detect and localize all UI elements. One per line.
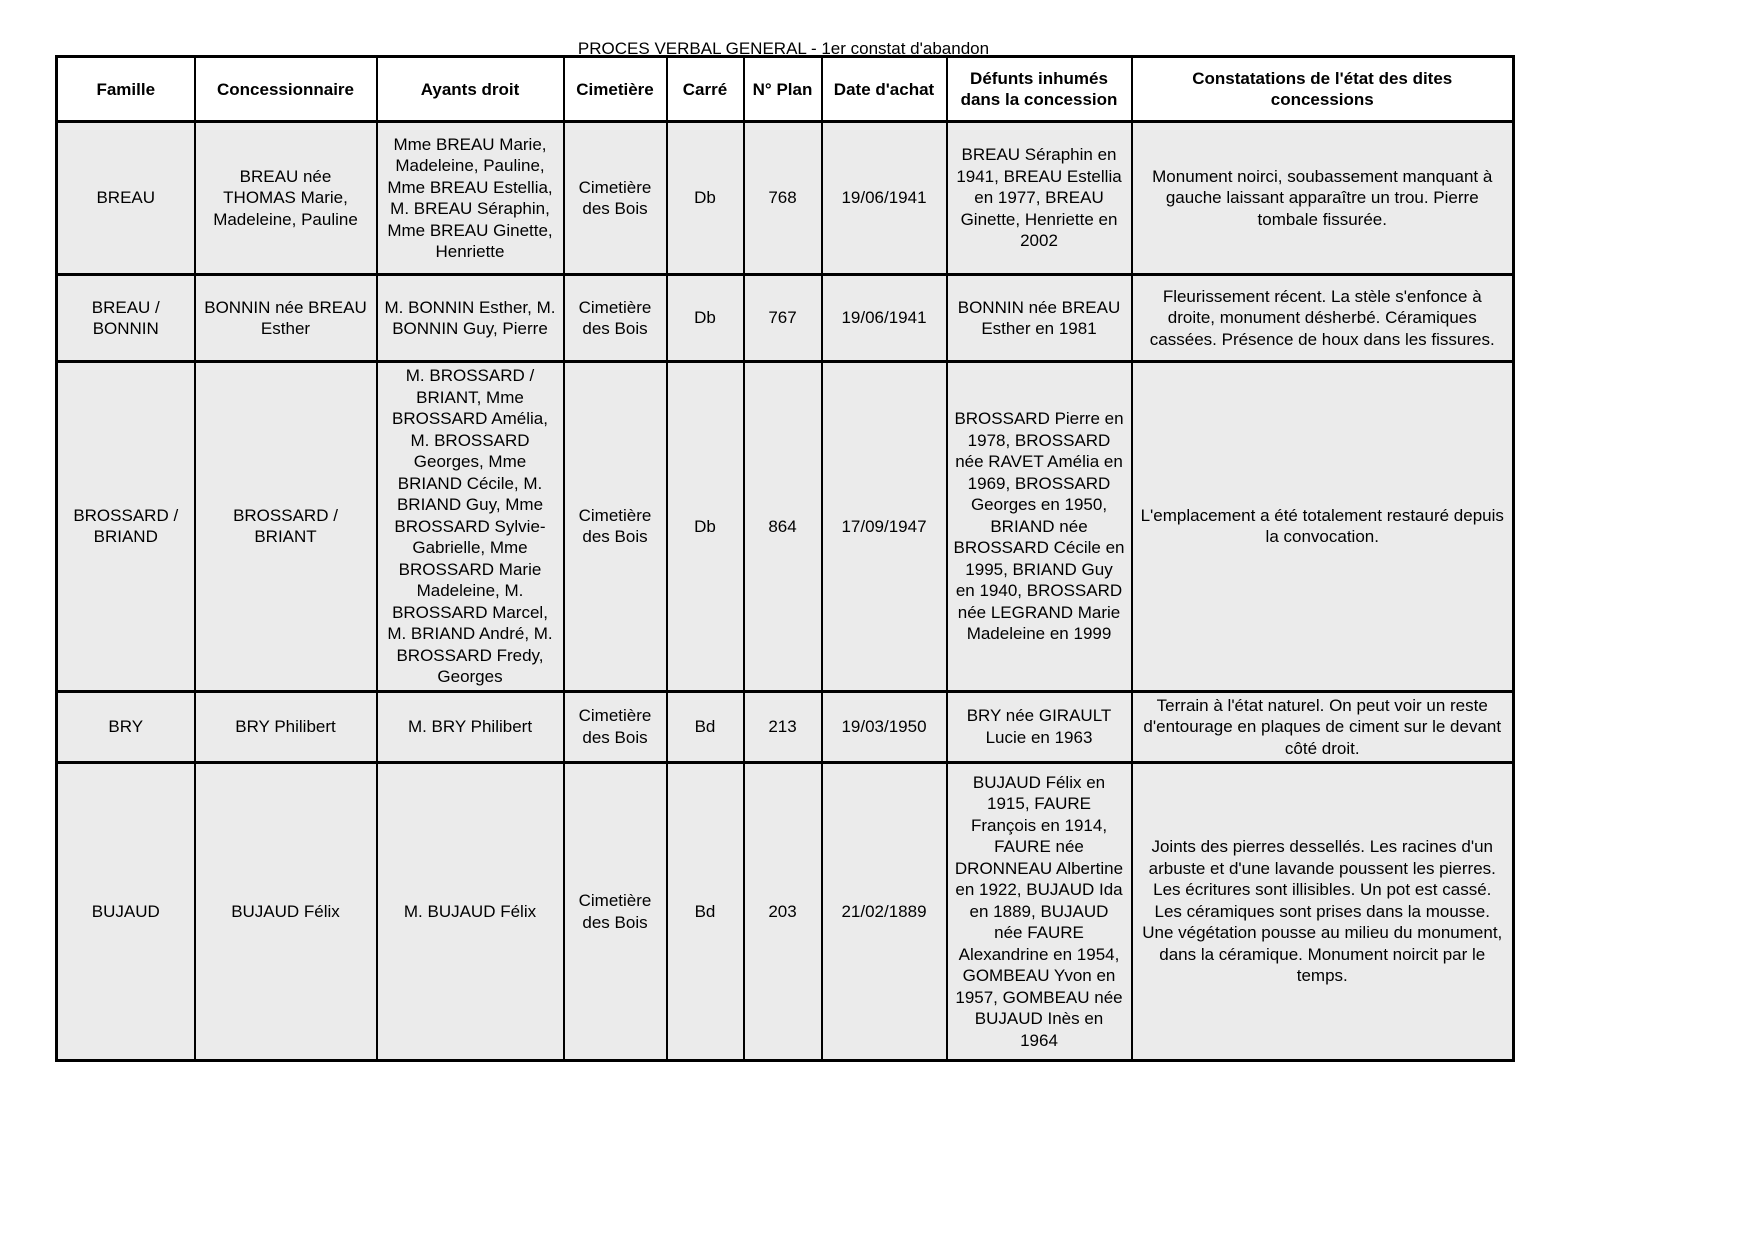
column-header-date-achat: Date d'achat (822, 57, 947, 122)
cell-ayants-droit: M. BROSSARD / BRIANT, Mme BROSSARD Amélia, M. BROSSARD Georges, Mme BRIAND Cécile, M. BRIAND Guy, Mme BROSSARD Sylvie-Gabrielle, Mme BROSSARD Marie Madeleine, M. BROSSARD Marcel, M. BRIAND André, M. BROSSARD Fredy, Georges (377, 362, 564, 692)
document-title: PROCES VERBAL GENERAL - 1er constat d'abandon (577, 39, 990, 58)
cell-defunts: BUJAUD Félix en 1915, FAURE François en 1914, FAURE née DRONNEAU Albertine en 1922, BUJAUD Ida en 1889, BUJAUD née FAURE Alexandrine en 1954, GOMBEAU Yvon en 1957, GOMBEAU née BUJAUD Inès en 1964 (947, 763, 1132, 1061)
table-row (57, 122, 1514, 275)
cell-ayants-droit: Mme BREAU Marie, Madeleine, Pauline, Mme BREAU Estellia, M. BREAU Séraphin, Mme BREAU Ginette, Henriette (377, 122, 564, 275)
cell-concessionnaire: BREAU née THOMAS Marie, Madeleine, Pauline (195, 122, 377, 275)
cell-defunts: BRY née GIRAULT Lucie en 1963 (947, 691, 1132, 763)
column-header-ayants-droit: Ayants droit (377, 57, 564, 122)
cell-carre: Db (667, 122, 744, 275)
cell-date-achat: 19/06/1941 (822, 275, 947, 362)
cell-concessionnaire: BRY Philibert (195, 691, 377, 763)
column-header-concessionnaire: Concessionnaire (195, 57, 377, 122)
cell-famille: BROSSARD / BRIAND (57, 362, 195, 692)
table-row (57, 362, 1514, 692)
cell-constatations: Joints des pierres dessellés. Les racines d'un arbuste et d'une lavande poussent les pierres. Les écritures sont illisibles. Un pot est cassé. Les céramiques sont prises dans la mousse. Une végétation pousse au milieu du monument, dans la céramique. Monument noircit par le temps. (1132, 763, 1514, 1061)
table-header (57, 57, 1514, 122)
column-header-cimetiere: Cimetière (564, 57, 667, 122)
concessions-table (55, 55, 1515, 1062)
cell-n-plan: 864 (744, 362, 822, 692)
table-row (57, 763, 1514, 1061)
cell-constatations: Terrain à l'état naturel. On peut voir un reste d'entourage en plaques de ciment sur le devant côté droit. (1132, 691, 1514, 763)
cell-carre: Db (667, 362, 744, 692)
cell-defunts: BONNIN née BREAU Esther en 1981 (947, 275, 1132, 362)
cell-cimetiere: Cimetière des Bois (564, 362, 667, 692)
cell-famille: BRY (57, 691, 195, 763)
table-row (57, 691, 1514, 763)
cell-n-plan: 767 (744, 275, 822, 362)
cell-concessionnaire: BUJAUD Félix (195, 763, 377, 1061)
cell-famille: BUJAUD (57, 763, 195, 1061)
column-header-defunts: Défunts inhumés dans la concession (947, 57, 1132, 122)
cell-n-plan: 768 (744, 122, 822, 275)
cell-defunts: BROSSARD Pierre en 1978, BROSSARD née RAVET Amélia en 1969, BROSSARD Georges en 1950, BRIAND née BROSSARD Cécile en 1995, BRIAND Guy en 1940, BROSSARD née LEGRAND Marie Madeleine en 1999 (947, 362, 1132, 692)
column-header-famille: Famille (57, 57, 195, 122)
table-body (57, 122, 1514, 1061)
cell-carre: Bd (667, 691, 744, 763)
cell-concessionnaire: BONNIN née BREAU Esther (195, 275, 377, 362)
header-row (57, 57, 1514, 122)
cell-concessionnaire: BROSSARD / BRIANT (195, 362, 377, 692)
cell-cimetiere: Cimetière des Bois (564, 691, 667, 763)
cell-n-plan: 203 (744, 763, 822, 1061)
cell-ayants-droit: M. BRY Philibert (377, 691, 564, 763)
cell-date-achat: 19/03/1950 (822, 691, 947, 763)
cell-famille: BREAU (57, 122, 195, 275)
cell-famille: BREAU / BONNIN (57, 275, 195, 362)
cell-constatations: Fleurissement récent. La stèle s'enfonce à droite, monument désherbé. Céramiques cassées. Présence de houx dans les fissures. (1132, 275, 1514, 362)
cell-cimetiere: Cimetière des Bois (564, 763, 667, 1061)
cell-ayants-droit: M. BONNIN Esther, M. BONNIN Guy, Pierre (377, 275, 564, 362)
cell-defunts: BREAU Séraphin en 1941, BREAU Estellia en 1977, BREAU Ginette, Henriette en 2002 (947, 122, 1132, 275)
cell-cimetiere: Cimetière des Bois (564, 122, 667, 275)
cell-date-achat: 19/06/1941 (822, 122, 947, 275)
cell-n-plan: 213 (744, 691, 822, 763)
cell-date-achat: 21/02/1889 (822, 763, 947, 1061)
cell-cimetiere: Cimetière des Bois (564, 275, 667, 362)
cell-constatations: L'emplacement a été totalement restauré depuis la convocation. (1132, 362, 1514, 692)
cell-date-achat: 17/09/1947 (822, 362, 947, 692)
column-header-constatations: Constatations de l'état des dites concessions (1132, 57, 1514, 122)
cell-carre: Db (667, 275, 744, 362)
column-header-carre: Carré (667, 57, 744, 122)
column-header-n-plan: N° Plan (744, 57, 822, 122)
cell-ayants-droit: M. BUJAUD Félix (377, 763, 564, 1061)
table-row (57, 275, 1514, 362)
cell-carre: Bd (667, 763, 744, 1061)
cell-constatations: Monument noirci, soubassement manquant à gauche laissant apparaître un trou. Pierre tombale fissurée. (1132, 122, 1514, 275)
